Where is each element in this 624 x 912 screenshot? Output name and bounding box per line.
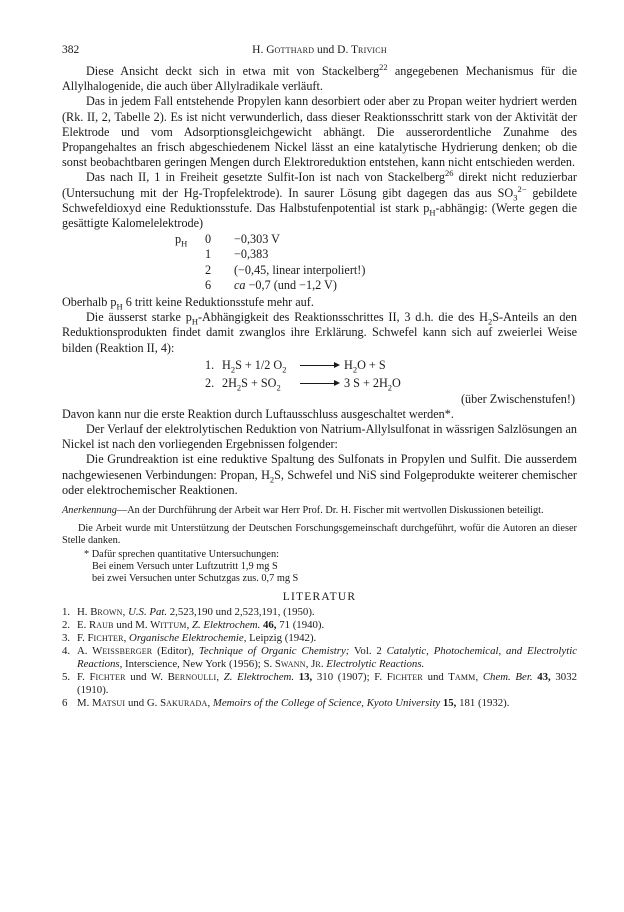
running-title: H. Gotthard und D. Trivich — [252, 44, 387, 56]
table-row: 1 −0,383 — [204, 247, 269, 262]
paragraph-stackelberg: Diese Ansicht deckt sich in etwa mit von Stackelberg$^{22}$ angegebenen Mechanismus für die Allylhalogenide, die auch über Allylradikale verläuft. — [62, 61, 577, 94]
paragraph-ph-abhaengigkeit: Die äusserst starke $p_H$-Abhängigkeit des Reaktionsschrittes II, 3 d.h. die des $H_2S$-Anteils an den Reduktionsprodukten findet damit zwanglos ihre Erklärung. Schwefel kann sich auf zweierlei Weise bilden (Reaktion II, 4): — [62, 310, 577, 355]
paragraph-propylen: Das in jedem Fall entstehende Propylen kann desorbiert oder aber zu Propan weiter hydriert werden (Rk. II, 2, Tabelle 2). Es ist nicht verwunderlich, dass dieser Reaktionsschritt stark von der Aktivität der Elektrode und vom Adsorptionsgleichgewicht abhängt. Die ausserordentliche Zunahme des Propangehaltes an frisch abgeschiedenem Nickel lässt an eine katalytische Hydrierung denken; ob die sonst beobachtbaren geringen Mengen durch Elektroreduktion entstehen, kann nicht entschieden werden. — [62, 94, 577, 170]
list-item: 1. H. Brown, U.S. Pat. 2,523,190 und 2,523,191, (1950). — [62, 606, 315, 619]
ph-potential-table — [62, 232, 577, 293]
paragraph-oberhalb: Oberhalb $p_H$ 6 tritt keine Reduktionsstufe mehr auf. — [62, 294, 314, 312]
list-item: 6 M. Matsui und G. Sakurada, Memoirs of the College of Science, Kyoto University 15, 181 (1932). — [62, 697, 510, 710]
reference-list — [62, 606, 577, 710]
equation-2: 2. $2H_2S + SO_2$ 3 $S + 2H_2O$ — [205, 375, 401, 393]
paragraph-davon: Davon kann nur die erste Reaktion durch Luftausschluss ausgeschaltet werden*. — [62, 406, 454, 421]
list-item: 4. A. Weissberger (Editor), Technique of Organic Chemistry; Vol. 2 Catalytic, Photochemical, and Electrolytic Reactions, Interscience, New York (1956); S. Swann, Jr. Electrolytic Reactions. — [62, 645, 577, 671]
footnote: * Dafür sprechen quantitative Untersuchungen: Bei einem Versuch unter Luftzutritt 1,9 mg S bei zwei Versuchen unter Schutzgas zus. 0,7 mg S — [84, 548, 299, 585]
acknowledgement: Anerkennung—An der Durchführung der Arbeit war Herr Prof. Dr. H. Fischer mit wertvollen Diskussionen beteiligt. — [62, 505, 544, 517]
list-item: 3. F. Fichter, Organische Elektrochemie, Leipzig (1942). — [62, 632, 317, 645]
table-row: 6 ca −0,7 (und −1,2 V) — [204, 277, 337, 292]
paragraph-sulfit: Das nach II, 1 in Freiheit gesetzte Sulfit-Ion ist nach von Stackelberg$^{26}$ direkt nicht reduzierbar (Untersuchung mit der Hg-Tropfelektrode). In saurer Lösung gibt dagegen das aus $SO_3^{2-}$ gebildete Schwefeldioxyd eine Reduktionsstufe. Das Halbstufenpotential ist stark $p_H$-abhängig: (Werte gegen die gesättigte Kalomelelektrode) — [62, 168, 577, 231]
table-row: $p_H$ 0 −0,303 V — [175, 232, 280, 249]
ph-label: $p_H$ — [175, 232, 188, 249]
equation-note: (über Zwischenstufen!) — [460, 391, 575, 406]
paragraph-verlauf: Der Verlauf der elektrolytischen Reduktion von Natrium-Allylsulfonat in wässrigen Salzlösungen an Nickel ist nach den vorliegenden Ergebnissen folgender: — [62, 422, 577, 452]
literature-heading: LITERATUR — [282, 591, 357, 604]
running-header — [62, 44, 577, 64]
list-item: 5. F. Fichter und W. Bernoulli, Z. Elektrochem. 13, 310 (1907); F. Fichter und Tamm, Chem. Ber. 43, 3032 (1910). — [62, 671, 577, 697]
table-row: 2 (−0,45, linear interpoliert!) — [204, 262, 366, 277]
paragraph-grundreaktion: Die Grundreaktion ist eine reduktive Spaltung des Sulfonats in Propylen und Sulfit. Die ausserdem nachgewiesenen Verbindungen: Propan, $H_2S$, Schwefel und NiS sind Folgeprodukte weiterer chemischer oder elektrochemischer Reaktionen. — [62, 452, 577, 497]
journal-page — [62, 44, 577, 710]
list-item: 2. E. Raub und M. Wittum, Z. Elektrochem. 46, 71 (1940). — [62, 619, 325, 632]
equation-1: 1. $H_2S + 1/2$ $O_2$ $H_2O + S$ — [205, 357, 386, 375]
funding-note: Die Arbeit wurde mit Unterstützung der Deutschen Forschungsgemeinschaft durchgeführt, wofür die Autoren an dieser Stelle danken. — [62, 522, 577, 547]
page-number: 382 — [62, 44, 80, 56]
